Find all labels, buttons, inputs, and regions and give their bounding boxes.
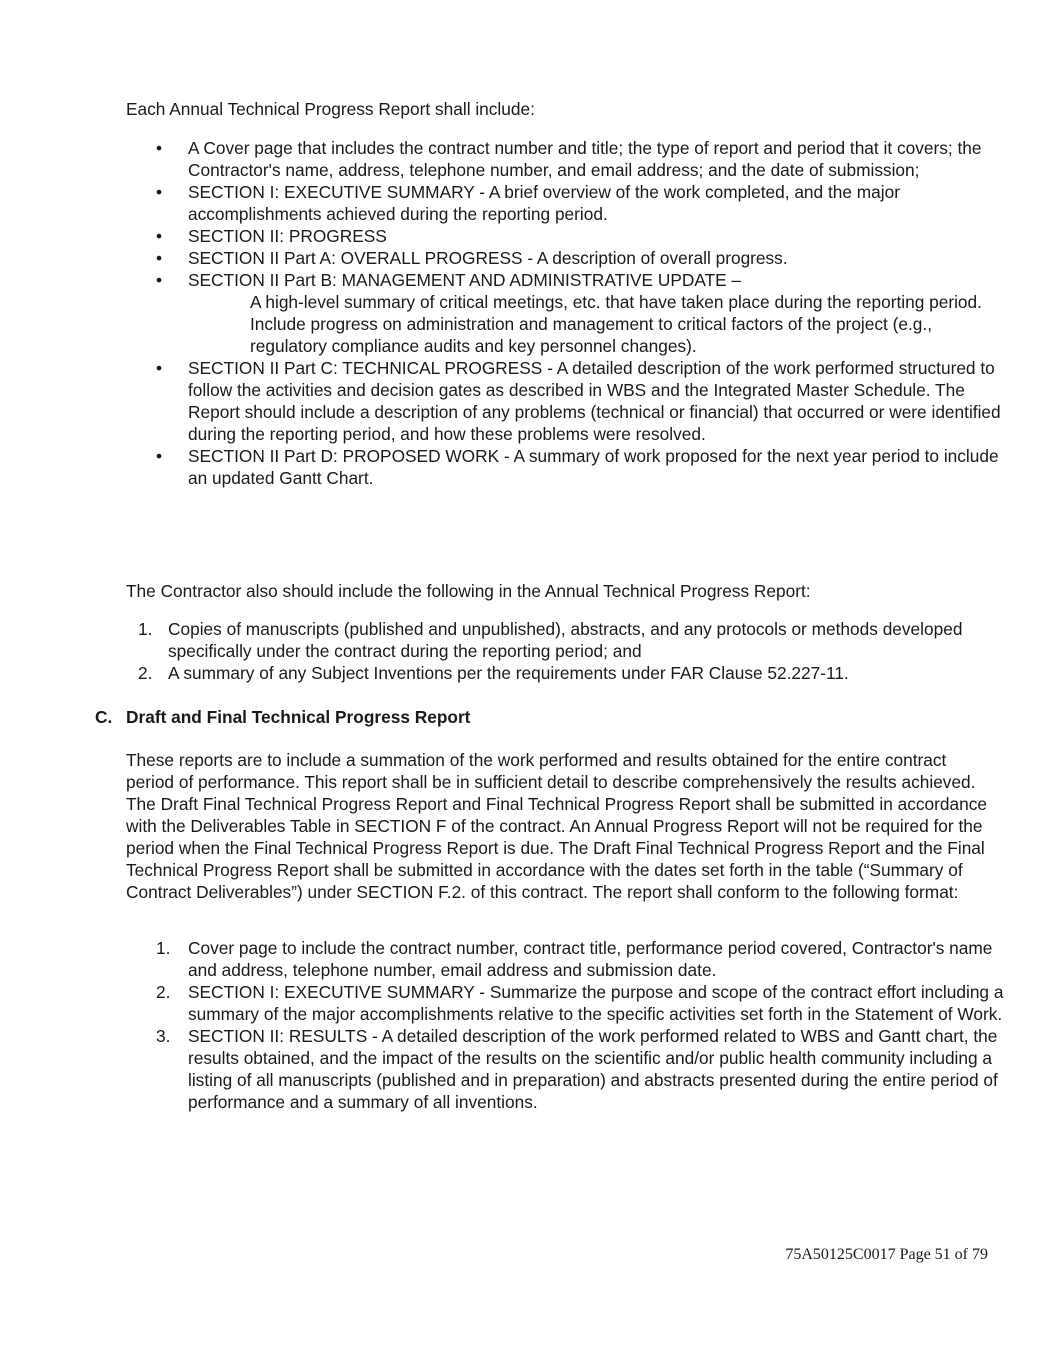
list-item-text: SECTION I: EXECUTIVE SUMMARY - Summarize the purpose and scope of the contract effort including a summary of the major accomplishments relative to the specific activities set forth in the Statement of Work. [188, 982, 1004, 1024]
list-item [126, 445, 1006, 489]
bullet-icon: • [156, 138, 163, 158]
list-item-text: SECTION II Part B: MANAGEMENT AND ADMINISTRATIVE UPDATE – [188, 270, 742, 290]
list-item-text: SECTION II Part D: PROPOSED WORK - A summary of work proposed for the next year period to include an updated Gantt Chart. [188, 446, 999, 488]
list-item [126, 937, 1006, 981]
list-item-text: A summary of any Subject Inventions per the requirements under FAR Clause 52.227-11. [168, 663, 849, 683]
list-item-text: SECTION I: EXECUTIVE SUMMARY - A brief overview of the work completed, and the major accomplishments achieved during the reporting period. [188, 182, 900, 224]
intro-text: Each Annual Technical Progress Report shall include: [126, 99, 535, 119]
bullet-icon: • [156, 248, 163, 268]
list-item-text: SECTION II Part C: TECHNICAL PROGRESS - A detailed description of the work performed structured to follow the activities and decision gates as described in WBS and the Integrated Master Schedule. The Report should include a description of any problems (technical or financial) that occurred or were identified during the reporting period, and how these problems were resolved. [188, 358, 1001, 444]
bullet-icon: • [156, 226, 163, 246]
list-item-text: Copies of manuscripts (published and unpublished), abstracts, and any protocols or methods developed specifically under the contract during the reporting period; and [168, 619, 963, 661]
list-item-number: 2. [138, 663, 153, 683]
list-item-text: SECTION II: RESULTS - A detailed description of the work performed related to WBS and Gantt chart, the results obtained, and the impact of the results on the scientific and/or public health community including a listing of all manuscripts (published and in preparation) and abstracts presented during the entire period of performance and a summary of all inventions. [188, 1026, 998, 1112]
section-title: Draft and Final Technical Progress Report [126, 707, 471, 727]
bullet-icon: • [156, 182, 163, 202]
page-footer: 75A50125C0017 Page 51 of 79 [785, 1246, 988, 1263]
list-item [126, 1025, 1006, 1113]
list-item [126, 247, 1006, 269]
section-letter: C. [95, 707, 113, 727]
contractor-paragraph: The Contractor also should include the following in the Annual Technical Progress Report: [126, 581, 811, 601]
list-item-number: 3. [156, 1026, 171, 1046]
bullet-icon: • [156, 358, 163, 378]
list-item-number: 2. [156, 982, 171, 1002]
list-item [126, 225, 1006, 247]
report-contents-list [126, 137, 1006, 489]
list-item-subtext: A high-level summary of critical meetings, etc. that have taken place during the reporting period. Include progress on administration and management to critical factors of the project (e.g., regulatory compliance audits and key personnel changes). [250, 292, 982, 356]
list-item [126, 137, 1006, 181]
list-item [126, 181, 1006, 225]
list-item-number: 1. [156, 938, 171, 958]
list-item [126, 618, 1006, 662]
list-item [126, 981, 1006, 1025]
report-format-list [126, 937, 1006, 1113]
list-item [126, 269, 1006, 357]
bullet-icon: • [156, 446, 163, 466]
list-item [126, 357, 1006, 445]
bullet-icon: • [156, 270, 163, 290]
section-c-paragraph: These reports are to include a summation of the work performed and results obtained for the entire contract period of performance. This report shall be in sufficient detail to describe comprehensively the results achieved. The Draft Final Technical Progress Report and Final Technical Progress Report shall be submitted in accordance with the Deliverables Table in SECTION F of the contract. An Annual Progress Report will not be required for the period when the Final Technical Progress Report is due. The Draft Final Technical Progress Report and the Final Technical Progress Report shall be submitted in accordance with the dates set forth in the table (“Summary of Contract Deliverables”) under SECTION F.2. of this contract. The report shall conform to the following format: [126, 750, 987, 902]
list-item [126, 662, 1006, 684]
list-item-text: Cover page to include the contract number, contract title, performance period covered, Contractor's name and address, telephone number, email address and submission date. [188, 938, 993, 980]
list-item-text: A Cover page that includes the contract number and title; the type of report and period that it covers; the Contractor's name, address, telephone number, and email address; and the date of submission; [188, 138, 982, 180]
annual-report-items-list [126, 618, 1006, 684]
list-item-text: SECTION II Part A: OVERALL PROGRESS - A description of overall progress. [188, 248, 788, 268]
list-item-number: 1. [138, 619, 153, 639]
list-item-text: SECTION II: PROGRESS [188, 226, 387, 246]
section-c-heading [95, 706, 995, 728]
